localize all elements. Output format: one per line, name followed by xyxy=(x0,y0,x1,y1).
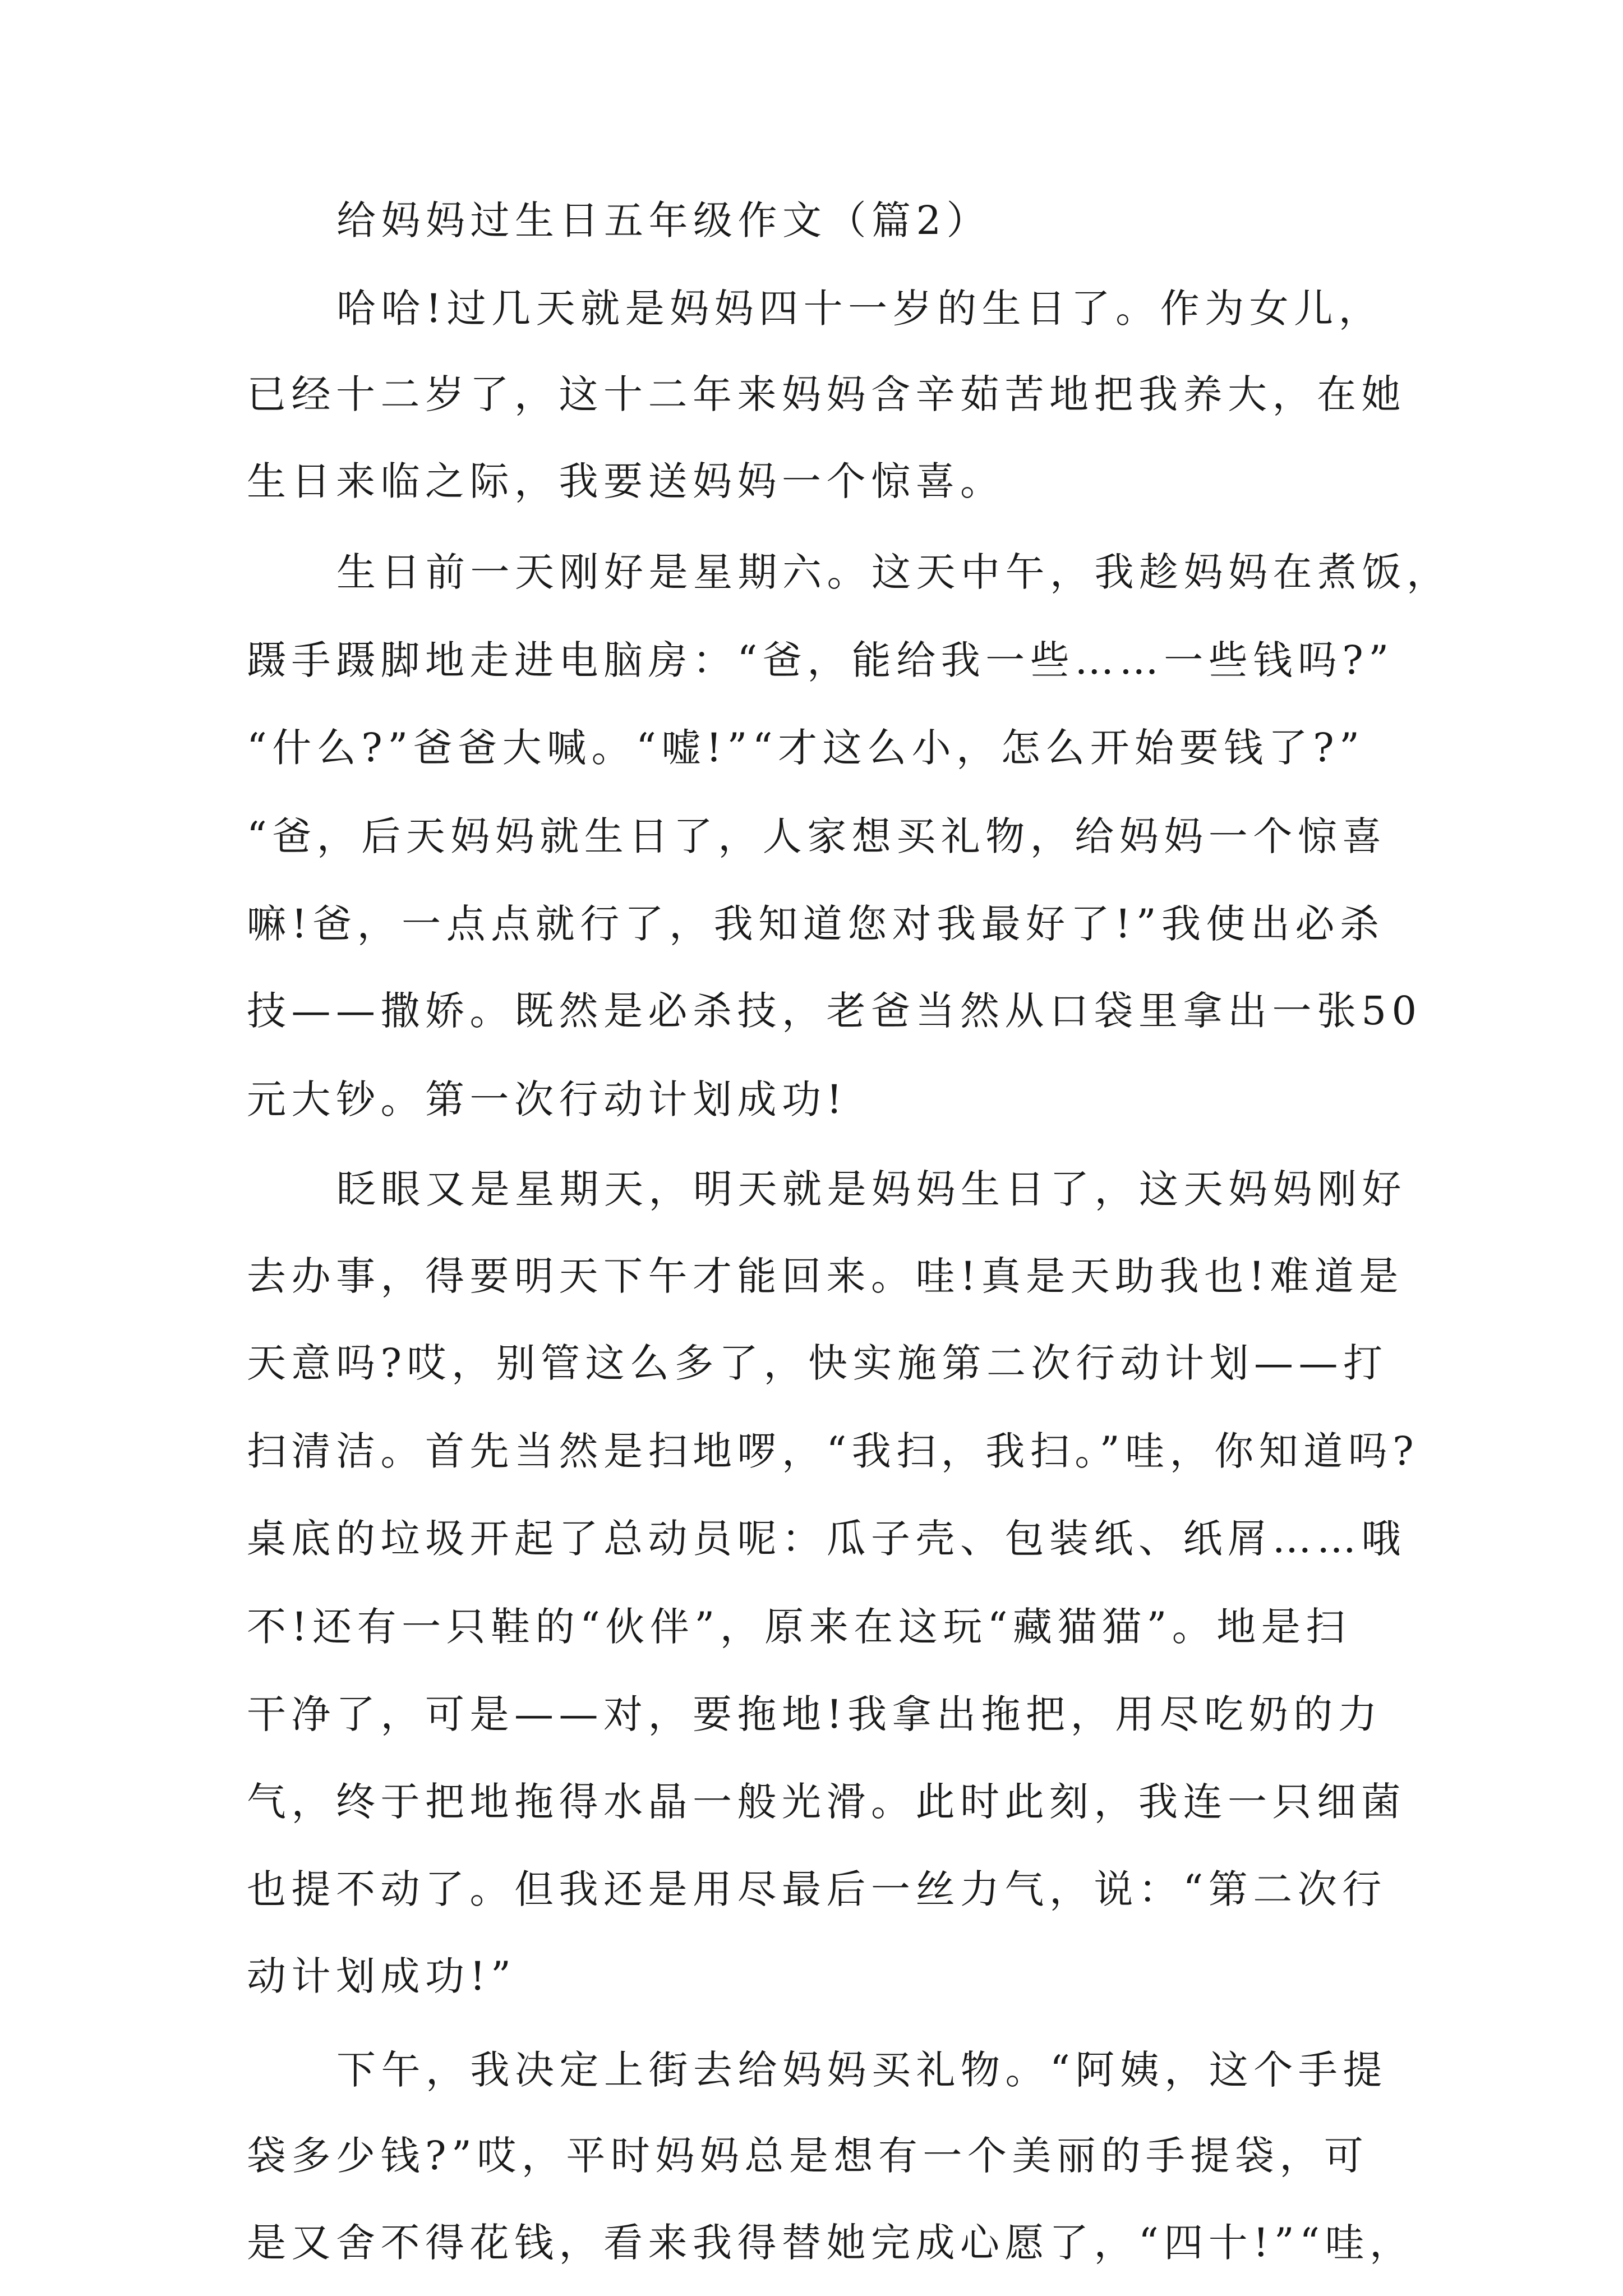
paragraph-line: 天意吗?哎，别管这么多了，快实施第二次行动计划——打 xyxy=(247,1340,1388,1386)
paragraph-line: 也提不动了。但我还是用尽最后一丝力气，说：“第二次行 xyxy=(247,1866,1387,1912)
paragraph-line: 去办事，得要明天下午才能回来。哇!真是天助我也!难道是 xyxy=(247,1253,1404,1299)
paragraph-line: 袋多少钱?”哎，平时妈妈总是想有一个美丽的手提袋，可 xyxy=(247,2133,1369,2179)
paragraph-line: 是又舍不得花钱，看来我得替她完成心愿了，“四十!”“哇， xyxy=(247,2220,1414,2266)
paragraph-line: 蹑手蹑脚地走进电脑房：“爸，能给我一些……一些钱吗?” xyxy=(247,637,1394,683)
document-title: 给妈妈过生日五年级作文（篇2） xyxy=(336,197,992,243)
paragraph-line: “什么?”爸爸大喊。“嘘!”“才这么小，怎么开始要钱了?” xyxy=(247,725,1365,771)
paragraph-line: 眨眼又是星期天，明天就是妈妈生日了，这天妈妈刚好 xyxy=(336,1166,1407,1212)
paragraph-line: 动计划成功!” xyxy=(247,1953,517,1999)
paragraph-line: 不!还有一只鞋的“伙伴”，原来在这玩“藏猫猫”。地是扫 xyxy=(247,1604,1350,1650)
paragraph-line: 桌底的垃圾开起了总动员呢：瓜子壳、包装纸、纸屑……哦 xyxy=(247,1516,1406,1562)
paragraph-line: 嘛!爸，一点点就行了，我知道您对我最好了!”我使出必杀 xyxy=(247,901,1385,947)
paragraph-line: 下午，我决定上街去给妈妈买礼物。“阿姨，这个手提 xyxy=(336,2047,1387,2093)
paragraph-line: 气，终于把地拖得水晶一般光滑。此时此刻，我连一只细菌 xyxy=(247,1779,1406,1825)
paragraph-line: 哈哈!过几天就是妈妈四十一岁的生日了。作为女儿， xyxy=(336,286,1384,332)
paragraph-line: 技——撒娇。既然是必杀技，老爸当然从口袋里拿出一张50 xyxy=(247,988,1422,1034)
paragraph-line: 干净了，可是——对，要拖地!我拿出拖把，用尽吃奶的力 xyxy=(247,1691,1383,1737)
paragraph-line: 生日前一天刚好是星期六。这天中午，我趁妈妈在煮饭， xyxy=(336,549,1451,595)
paragraph-line: 元大钞。第一次行动计划成功! xyxy=(247,1076,848,1122)
paragraph-line: “爸，后天妈妈就生日了，人家想买礼物，给妈妈一个惊喜 xyxy=(247,813,1387,859)
paragraph-line: 已经十二岁了，这十二年来妈妈含辛茹苦地把我养大，在她 xyxy=(247,371,1406,417)
paragraph-line: 生日来临之际，我要送妈妈一个惊喜。 xyxy=(247,458,1005,504)
paragraph-line: 扫清洁。首先当然是扫地啰，“我扫，我扫。”哇，你知道吗? xyxy=(247,1428,1419,1474)
